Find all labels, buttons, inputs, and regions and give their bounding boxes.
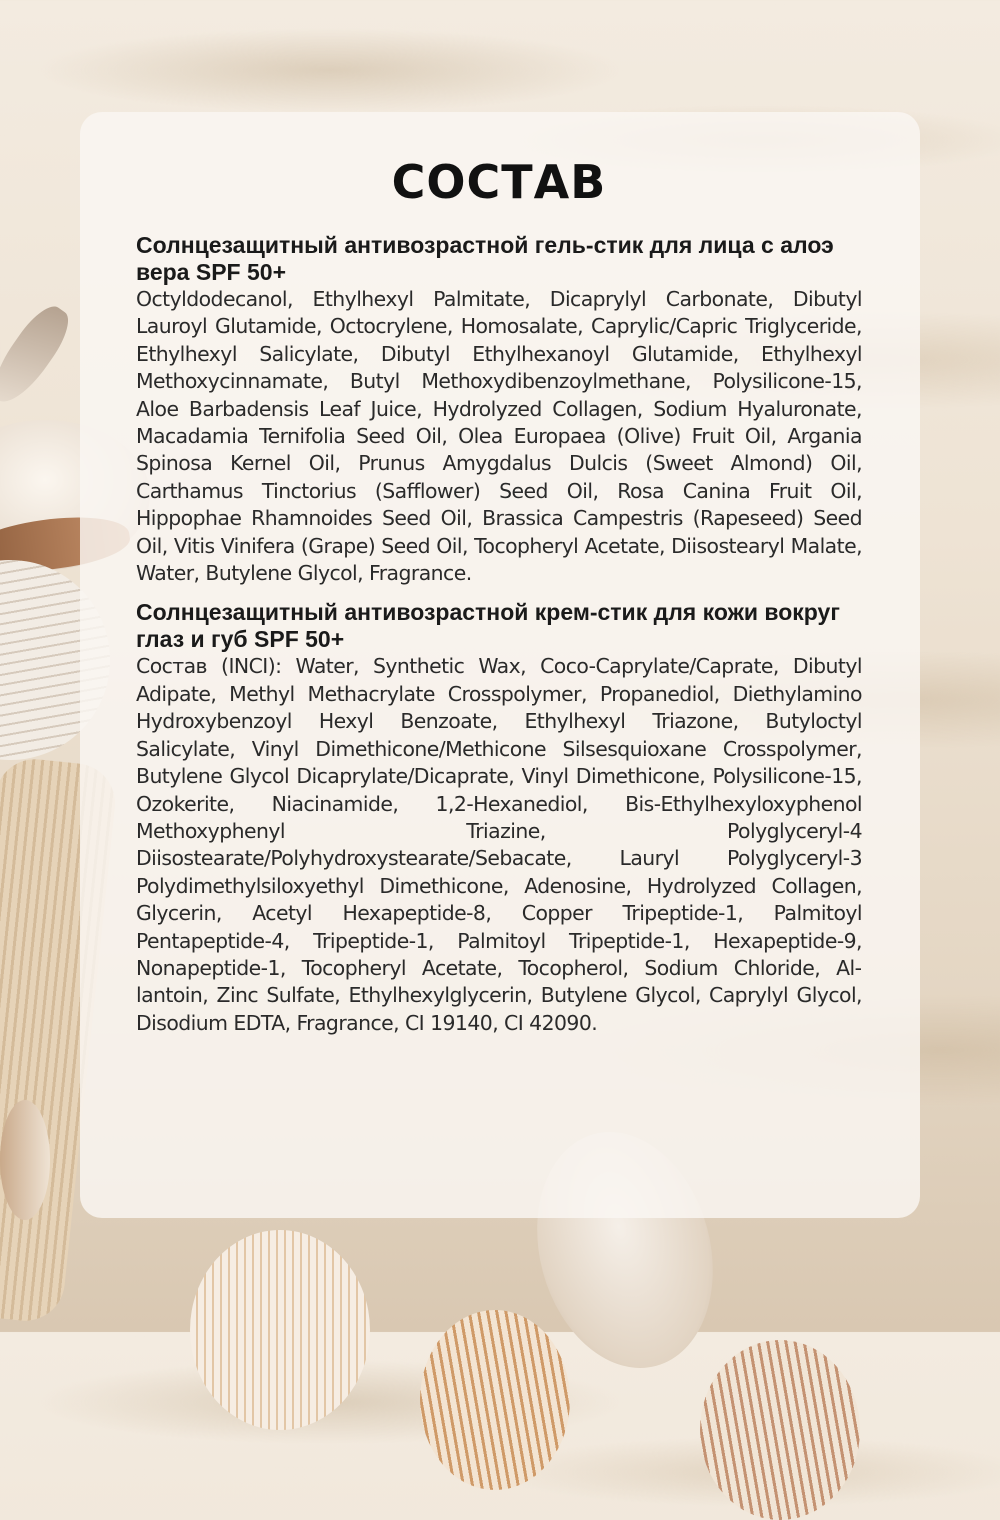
product-heading: Солнцезащитный антивозрастной крем-стик для кожи вокруг глаз и губ SPF 50+ (136, 599, 840, 653)
product-heading: Солнцезащитный антивозрастной гель-стик для лица с алоэ вера SPF 50+ (136, 232, 834, 285)
ingredients-list: Octyldodecanol, Ethylhexyl Palmitate, Dicaprylyl Carbonate, Dibutyl Lauroyl Glutamide, Octocrylene, Homosalate, Caprylic/Capric Triglyceride, Ethylhexyl Salicylate, Dibutyl Ethylhexanoyl Glutamide, Ethylhexyl Methoxycinnamate, Butyl Methoxydibenzoylmethane, Polysilicone-15, Aloe Barbadensis Leaf Juice, Hydrolyzed Collagen, Sodium Hyaluronate, Macadamia Ternifolia Seed Oil, Olea Europaea (Olive) Fruit Oil, Argania Spinosa Kernel Oil, Prunus Amygdalus Dulcis (Sweet Almond) Oil, Carthamus Tinctorius (Safflower) Seed Oil, Rosa Canina Fruit Oil, Hippophae Rhamnoides Seed Oil, Brassica Campestris (Rapeseed) Seed Oil, Vitis Vinifera (Grape) Seed Oil, Tocopheryl Acetate, Diisostearyl Malate, Water, Butylene Glycol, Fragrance. (136, 287, 862, 586)
product-section-cream-stick (136, 599, 862, 1037)
seashell-decoration (0, 298, 78, 411)
ingredients-list: Состав (INCI): Water, Synthetic Wax, Coco-Caprylate/Caprate, Dibutyl Adipate, Methyl Methacrylate Crosspolymer, Propanediol, Diethylamino Hydroxybenzoyl Hexyl Benzoate, Ethylhexyl Triazone, Butyloctyl Salicylate, Vinyl Dimethicone/Methicone Silsesquioxane Crosspolymer, Butylene Glycol Dicaprylate/Dicaprate, Vinyl Dimethicone, Polysilicone-15, Ozokerite, Niacinamide, 1,2-Hexanediol, Bis-Ethylhexyloxyphenol Methoxyphenyl Triazine, Polyglyceryl-4 Diisostearate/Polyhydroxystearate/Sebacate, Lauryl Polyglyceryl-3 Polydimethylsiloxyethyl Dimethicone, Adenosine, Hydrolyzed Collagen, Glycerin, Acetyl Hexapeptide-8, Copper Tripeptide-1, Palmitoyl Pentapeptide-4, Tripeptide-1, Palmitoyl Tripeptide-1, Hexapeptide-9, Nonapeptide-1, Tocopheryl Acetate, Tocopherol, Sodium Chloride, Allantoin, Zinc Sulfate, Ethylhexylglycerin, Butylene Glycol, Caprylyl Glycol, Disodium EDTA, Fragrance, CI 19140, CI 42090. (136, 654, 862, 1035)
seashell-decoration (700, 1340, 860, 1520)
product-section-gel-stick (136, 232, 862, 587)
page-title: СОСТАВ (391, 155, 607, 209)
seashell-decoration (0, 1100, 50, 1220)
composition-panel (80, 112, 920, 1218)
seashell-decoration (420, 1310, 570, 1490)
seashell-decoration (190, 1230, 370, 1430)
